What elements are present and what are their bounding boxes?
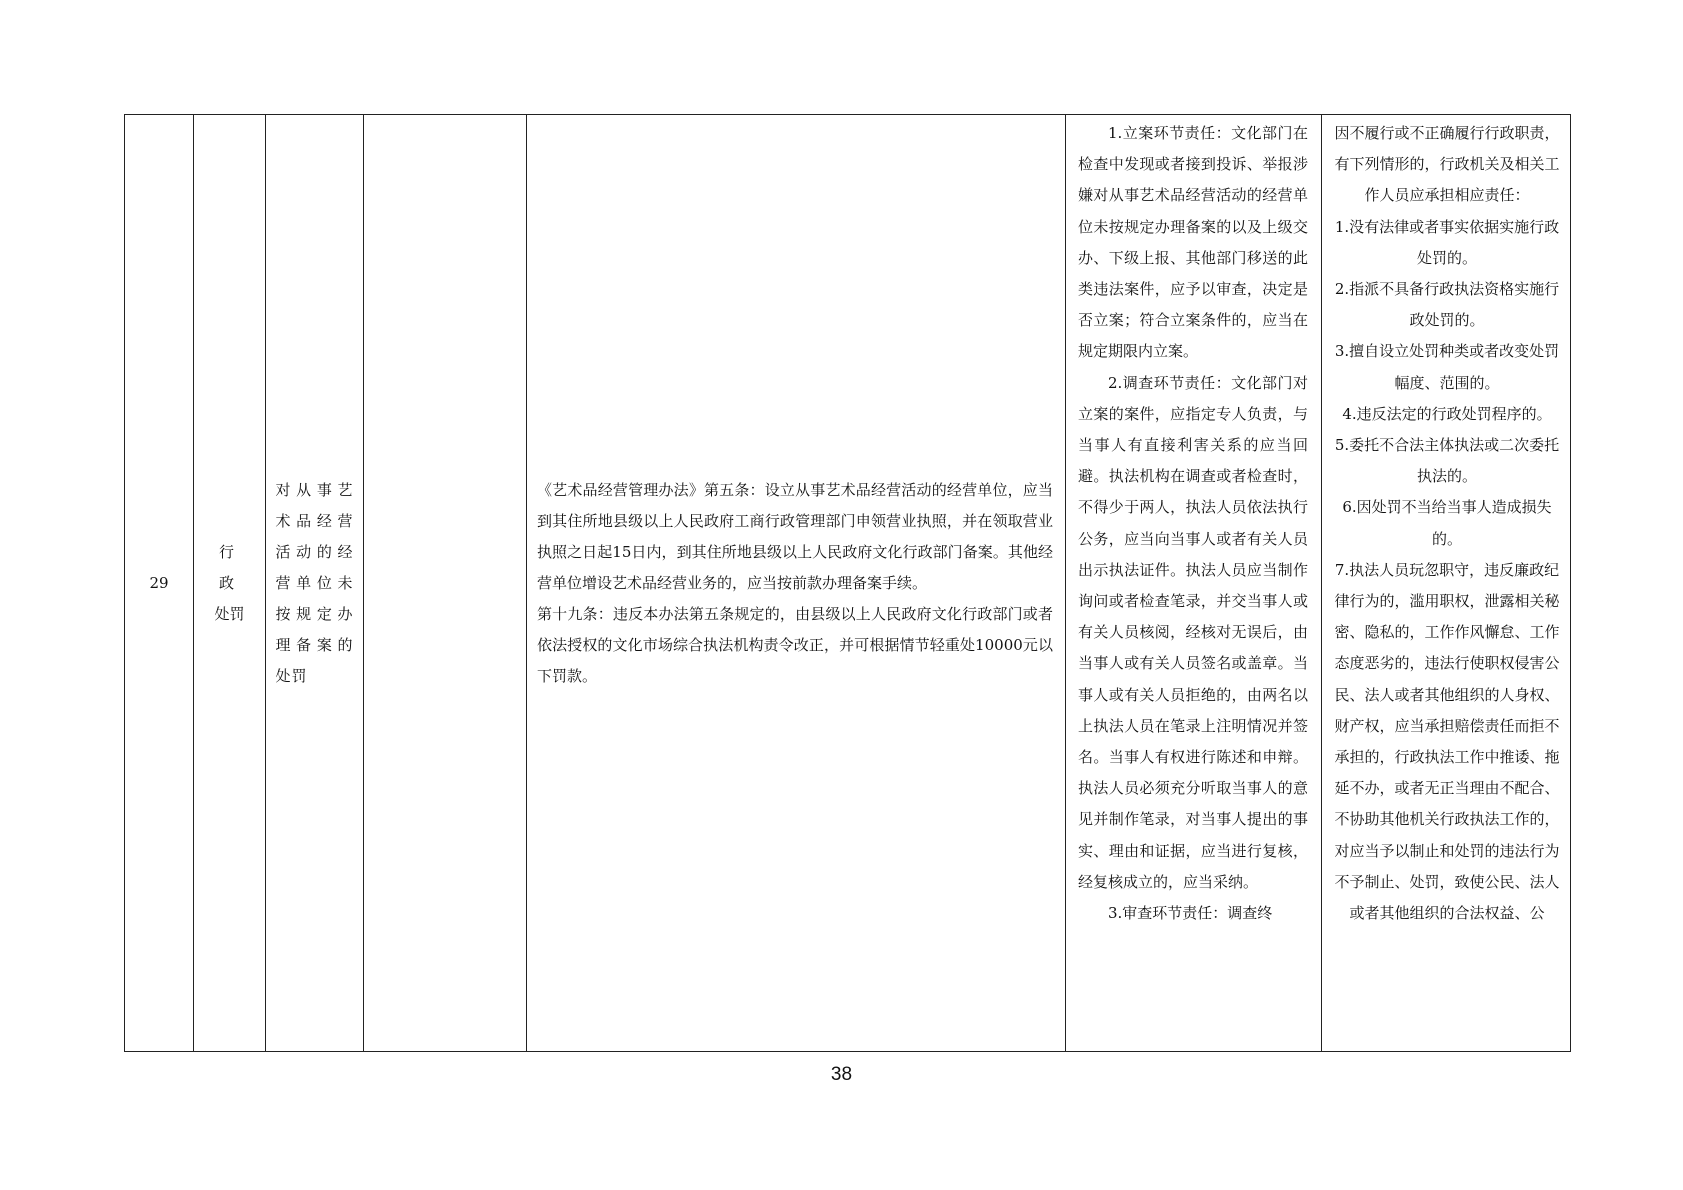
responsibility-text <box>1066 115 1321 929</box>
legal-basis-para-2: 第十九条：违反本办法第五条规定的，由县级以上人民政府文化行政部门或者依法授权的文化市场综合执法机构责令改正，并可根据情节轻重处10000元以下罚款。 <box>537 604 1053 685</box>
category-line-2: 处罚 <box>214 604 245 623</box>
empty-cell <box>364 115 527 1052</box>
liability-item: 1.没有法律或者事实依据实施行政处罚的。 <box>1334 217 1560 267</box>
category-line-1: 行政 <box>218 542 248 592</box>
responsibility-item: 1.立案环节责任：文化部门在检查中发现或者接到投诉、举报涉嫌对从事艺术品经营活动的经营单位未按规定办理备案的以及上级交办、下级上报、其他部门移送的此类违法案件，应予以审查，决定是否立案；符合立案条件的，应当在规定期限内立案。 <box>1078 124 1308 361</box>
liability-text <box>1322 115 1570 929</box>
item-name: 对从事艺术品经营活动的经营单位未按规定办理备案的处罚 <box>275 480 354 685</box>
item-name-cell <box>266 115 364 1052</box>
category-cell <box>194 115 266 1052</box>
responsibility-table <box>124 114 1571 1052</box>
legal-basis-para-1: 《艺术品经营管理办法》第五条：设立从事艺术品经营活动的经营单位，应当到其住所地县级以上人民政府工商行政管理部门申领营业执照，并在领取营业执照之日起15日内，到其住所地县级以上人民政府文化行政部门备案。其他经营单位增设艺术品经营业务的，应当按前款办理备案手续。 <box>537 480 1053 592</box>
responsibility-item: 2.调查环节责任：文化部门对立案的案件，应指定专人负责，与当事人有直接利害关系的应当回避。执法机构在调查或者检查时，不得少于两人，执法人员依法执行公务，应当向当事人或者有关人员出示执法证件。执法人员应当制作询问或者检查笔录，并交当事人或有关人员核阅，经核对无误后，由当事人或有关人员签名或盖章。当事人或有关人员拒绝的，由两名以上执法人员在笔录上注明情况并签名。当事人有权进行陈述和申辩。执法人员必须充分听取当事人的意见并制作笔录，对当事人提出的事实、理由和证据，应当进行复核，经复核成立的，应当采纳。 <box>1078 373 1308 891</box>
liability-item: 2.指派不具备行政执法资格实施行政处罚的。 <box>1334 280 1560 330</box>
table-row <box>125 115 1571 1052</box>
legal-basis-cell <box>527 115 1066 1052</box>
row-number-cell <box>125 115 194 1052</box>
liability-item: 3.擅自设立处罚种类或者改变处罚幅度、范围的。 <box>1334 342 1560 392</box>
legal-basis <box>527 475 1065 692</box>
liability-item: 7.执法人员玩忽职守，违反廉政纪律行为的，滥用职权，泄露相关秘密、隐私的，工作作风懈怠、工作态度恶劣的，违法行使职权侵害公民、法人或者其他组织的人身权、财产权，应当承担赔偿责任而拒不承担的，行政执法工作中推诿、拖延不办，或者无正当理由不配合、不协助其他机关行政执法工作的，对应当予以制止和处罚的违法行为不予制止、处罚，致使公民、法人或者其他组织的合法权益、公 <box>1334 560 1560 923</box>
page-number: 38 <box>830 1064 853 1085</box>
liability-cell <box>1322 115 1571 1052</box>
row-number: 29 <box>149 573 169 592</box>
liability-item: 6.因处罚不当给当事人造成损失的。 <box>1342 498 1552 548</box>
responsibility-cell <box>1066 115 1322 1052</box>
liability-item: 因不履行或不正确履行行政职责，有下列情形的，行政机关及相关工作人员应承担相应责任： <box>1334 124 1560 205</box>
liability-item: 4.违反法定的行政处罚程序的。 <box>1342 404 1552 423</box>
responsibility-item: 3.审查环节责任：调查终 <box>1108 904 1273 923</box>
liability-item: 5.委托不合法主体执法或二次委托执法的。 <box>1334 436 1560 486</box>
